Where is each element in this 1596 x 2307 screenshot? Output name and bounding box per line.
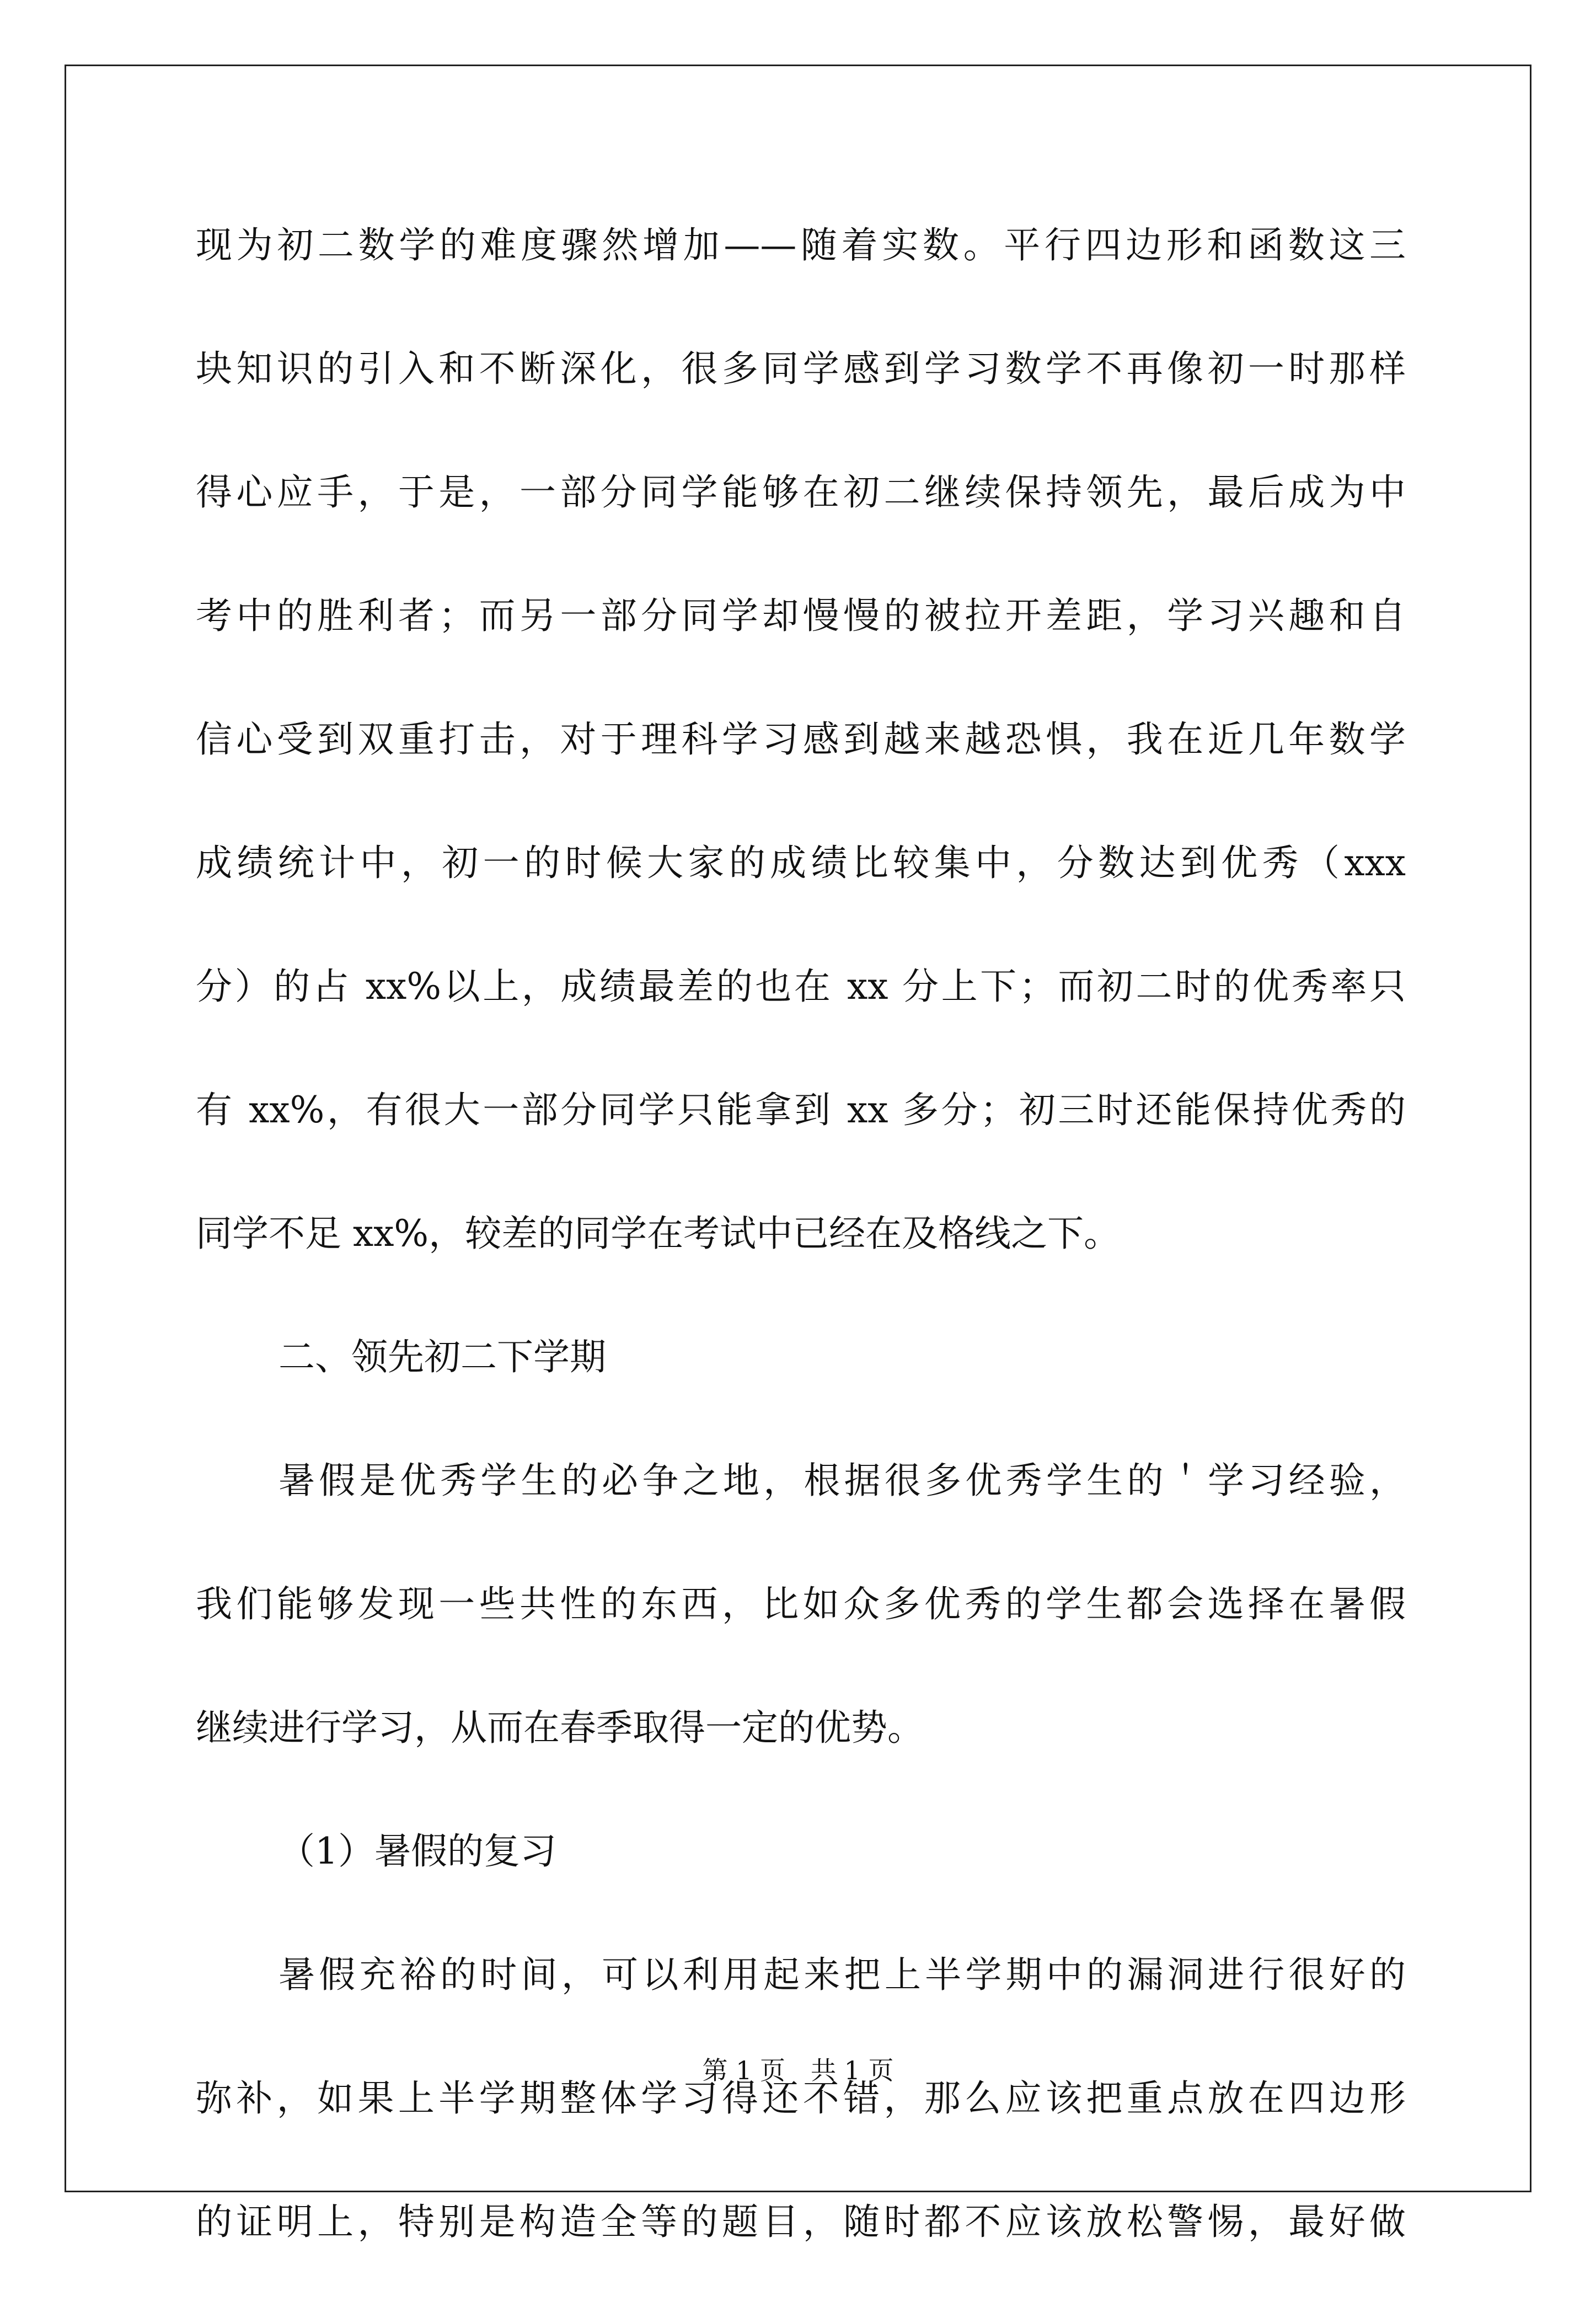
document-body	[196, 207, 1406, 2307]
body-line: 信心受到双重打击，对于理科学习感到越来越恐惧，我在近几年数学	[196, 718, 1406, 761]
body-line: 得心应手，于是，一部分同学能够在初二继续保持领先，最后成为中	[196, 471, 1406, 513]
body-line: 块知识的引入和不断深化，很多同学感到学习数学不再像初一时那样	[196, 347, 1406, 390]
body-line: 考中的胜利者；而另一部分同学却慢慢的被拉开差距，学习兴趣和自	[196, 595, 1406, 637]
subsection-heading: （1）暑假的复习	[279, 1830, 556, 1872]
body-line: 现为初二数学的难度骤然增加——随着实数。平行四边形和函数这三	[196, 224, 1406, 266]
body-line: 的证明上，特别是构造全等的题目，随时都不应该放松警惕，最好做	[196, 2201, 1406, 2243]
body-line: 我们能够发现一些共性的东西，比如众多优秀的学生都会选择在暑假	[196, 1583, 1406, 1625]
page-number-footer: 第 1 页 共 1 页	[702, 2056, 894, 2085]
body-line: 弥补，如果上半学期整体学习得还不错，那么应该把重点放在四边形	[196, 2077, 1406, 2119]
body-line: 有 xx%，有很大一部分同学只能拿到 xx 多分；初三时还能保持优秀的	[196, 1089, 1406, 1131]
body-line: 成绩统计中，初一的时候大家的成绩比较集中，分数达到优秀（xxx	[196, 842, 1406, 884]
body-line: 暑假充裕的时间，可以利用起来把上半学期中的漏洞进行很好的	[279, 1953, 1406, 1996]
body-line: 同学不足 xx%，较差的同学在考试中已经在及格线之下。	[196, 1212, 1121, 1255]
section-heading: 二、领先初二下学期	[279, 1336, 606, 1378]
body-line: 继续进行学习，从而在春季取得一定的优势。	[196, 1706, 924, 1749]
body-line: 分）的占 xx%以上，成绩最差的也在 xx 分上下；而初二时的优秀率只	[196, 965, 1406, 1008]
body-line: 暑假是优秀学生的必争之地，根据很多优秀学生的＇学习经验，	[279, 1459, 1406, 1502]
